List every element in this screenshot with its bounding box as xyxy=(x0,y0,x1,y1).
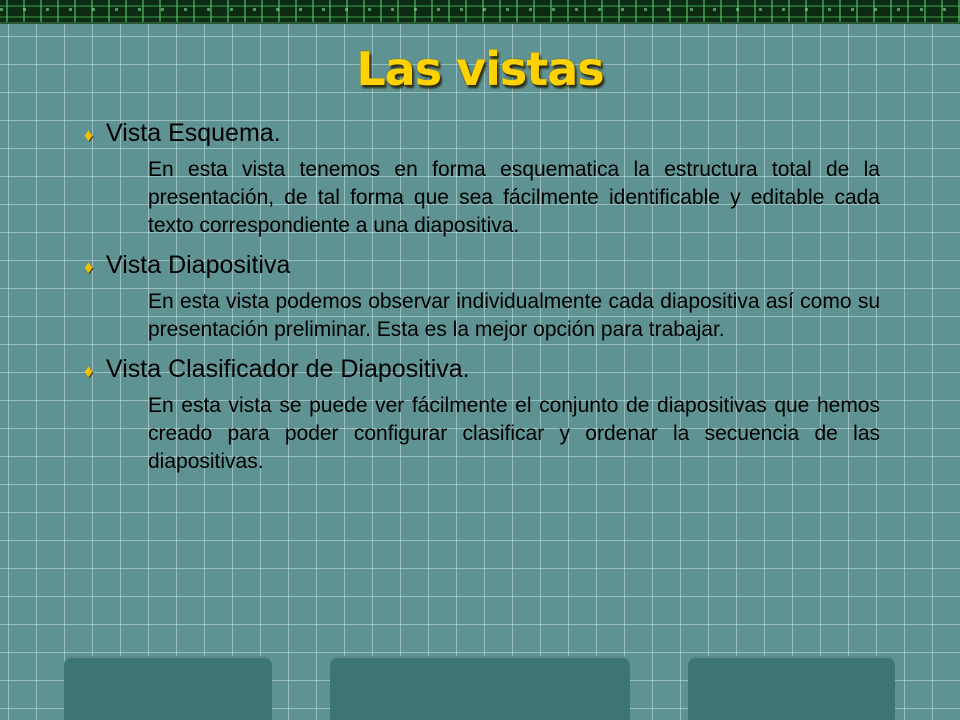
section-heading-row xyxy=(84,118,884,150)
slide-title: Las vistas xyxy=(356,42,604,96)
diamond-bullet-icon: ♦ xyxy=(84,125,94,145)
slide-content xyxy=(84,118,884,486)
section-heading: Vista Diapositiva xyxy=(106,251,291,279)
section-heading: Vista Esquema. xyxy=(106,119,281,147)
section-heading: Vista Clasificador de Diapositiva. xyxy=(106,355,470,383)
section-heading-row xyxy=(84,354,884,386)
section-heading-row xyxy=(84,250,884,282)
diamond-bullet-icon: ♦ xyxy=(84,361,94,381)
section-vista-clasificador xyxy=(84,354,884,476)
section-vista-esquema xyxy=(84,118,884,240)
footer-panel-center xyxy=(330,656,630,720)
footer-panel-right xyxy=(688,656,895,720)
section-body: En esta vista podemos observar individualmente cada diapositiva así como su presentación preliminar. Esta es la mejor opción para trabajar. xyxy=(148,290,880,341)
footer-panel-left xyxy=(64,656,272,720)
circuit-board-banner xyxy=(0,0,960,24)
section-body: En esta vista se puede ver fácilmente el conjunto de diapositivas que hemos creado para poder configurar clasificar y ordenar la secuencia de las diapositivas. xyxy=(148,394,880,473)
section-vista-diapositiva xyxy=(84,250,884,344)
section-body: En esta vista tenemos en forma esquematica la estructura total de la presentación, de tal forma que sea fácilmente identificable y editable cada texto correspondiente a una diapositiva. xyxy=(148,158,880,237)
diamond-bullet-icon: ♦ xyxy=(84,257,94,277)
